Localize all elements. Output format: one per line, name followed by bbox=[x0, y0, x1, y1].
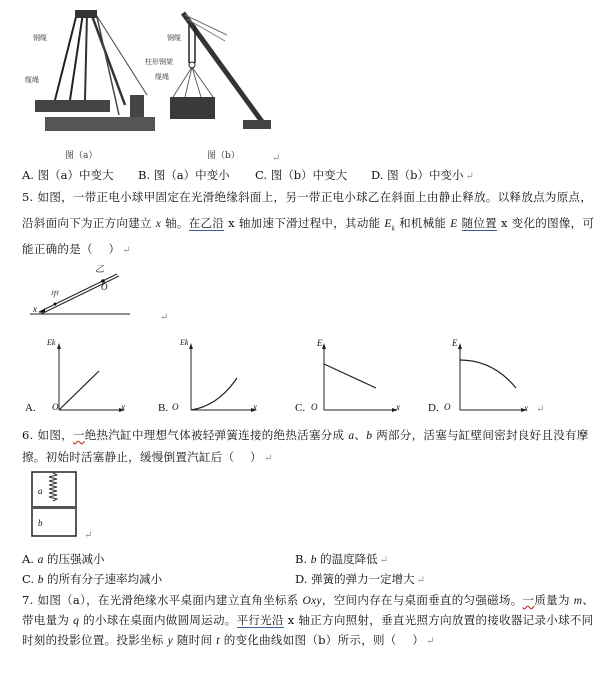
figure-b-crane bbox=[145, 5, 281, 164]
q5-option-c-graph: C. E O x bbox=[295, 338, 415, 420]
q5-line-3: 能正确的是（ ） ↵ bbox=[22, 242, 132, 256]
q7-line-1: 7. 如图（a），在光滑绝缘水平桌面内建立直角坐标系 Oxy，空间内存在与桌面垂直的匀强磁场。一质量为 m、 bbox=[22, 593, 595, 607]
q4-option-d: D. 图（b）中变小 ↵ bbox=[371, 168, 474, 182]
fig-b-label-column-frame: 柱形钢架 bbox=[145, 58, 173, 66]
q6-line-2: 擦。初始时活塞静止，缓慢倒置汽缸后（ ） ↵ bbox=[22, 450, 273, 464]
q4-option-b: B. 图（a）中变小 bbox=[138, 168, 230, 182]
q5-incline-figure: 乙 甲 O x ↵ bbox=[25, 262, 145, 322]
q7-line-2: 带电量为 q 的小球在桌面内做圆周运动。平行光沿 x 轴正方向照射，垂直光照方向放置的接收器记录小球不同 bbox=[22, 613, 594, 627]
incline-label-jia: 甲 bbox=[50, 290, 58, 299]
q5-line-1: 5. 如图，一带正电小球甲固定在光滑绝缘斜面上，另一带正电小球乙在斜面上由静止释放。以释放点为原点， bbox=[22, 190, 593, 204]
incline-label-yi: 乙 bbox=[95, 264, 105, 274]
cylinder-drawing bbox=[30, 470, 90, 540]
q6-cylinder-figure: a b ↵ bbox=[30, 470, 90, 540]
crane-a-drawing bbox=[25, 5, 145, 135]
crane-b-drawing bbox=[145, 5, 275, 135]
fig-b-label-steel-cable: 钢缆 bbox=[167, 34, 181, 42]
q7-line-3: 时刻的投影位置。投影坐标 y 随时间 t 的变化曲线如图（b）所示，则（ ） ↵ bbox=[22, 633, 435, 647]
paragraph-mark: ↵ bbox=[272, 153, 281, 164]
fig-b-label-rope: 缆绳 bbox=[155, 73, 169, 81]
incline-label-origin: O bbox=[101, 282, 108, 292]
q6-option-d: D. 弹簧的弹力一定增大 ↵ bbox=[295, 572, 426, 586]
q5-line-2: 沿斜面向下为正方向建立 x 轴。在乙沿 x 轴加速下滑过程中，其动能 $E_k$ 和机械能 E 随位置 x 变化的图像，可 bbox=[22, 216, 595, 233]
fig-a-label-rope: 缆绳 bbox=[25, 76, 39, 84]
q5-option-b-graph: B. Ek O x bbox=[158, 338, 278, 420]
q6-line-1: 6. 如图，一绝热汽缸中理想气体被轻弹簧连接的绝热活塞分成 a、b 两部分，活塞与缸壁间密封良好且没有摩 bbox=[22, 428, 589, 442]
figure-a-crane bbox=[25, 5, 145, 161]
cylinder-label-b: b bbox=[38, 518, 43, 528]
fig-a-label-steel-cable: 钢缆 bbox=[33, 34, 47, 42]
q6-option-a: A. a 的压强减小 bbox=[22, 552, 105, 566]
incline-label-x: x bbox=[33, 304, 37, 314]
incline-drawing bbox=[25, 262, 145, 322]
cylinder-label-a: a bbox=[38, 486, 43, 496]
q5-option-d-graph: D. E O x ↵ bbox=[428, 338, 568, 420]
q4-option-c: C. 图（b）中变大 bbox=[255, 168, 348, 182]
q6-option-c: C. b 的所有分子速率均减小 bbox=[22, 572, 163, 586]
fig-b-caption: 图（b） bbox=[207, 151, 240, 161]
q5-option-a-graph: A. Ek O x bbox=[22, 338, 142, 420]
q4-option-a: A. 图（a）中变大 bbox=[22, 168, 114, 182]
q6-option-b: B. b 的温度降低 ↵ bbox=[295, 552, 389, 566]
fig-a-caption: 图（a） bbox=[65, 151, 98, 161]
